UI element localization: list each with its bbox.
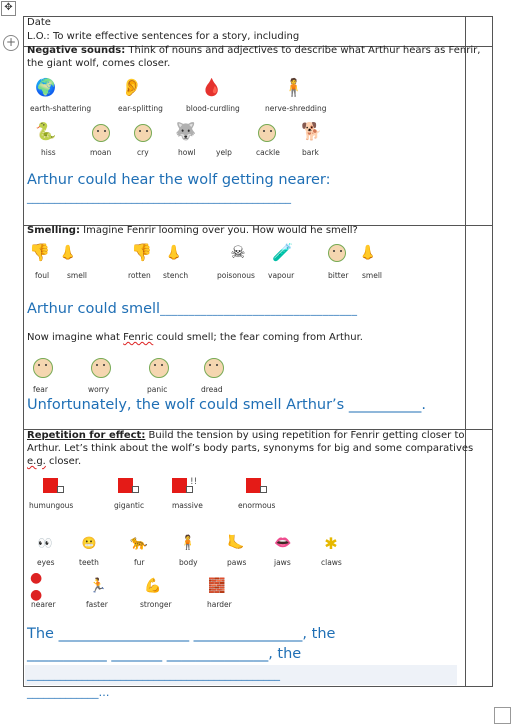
ear-icon: 👂 bbox=[121, 77, 143, 98]
sound-word: nerve-shredding bbox=[265, 104, 327, 113]
harder-icon: 🧱 bbox=[208, 577, 226, 594]
body-word: paws bbox=[227, 558, 247, 567]
smell-word: rotten bbox=[128, 271, 151, 280]
foot-icon: 🦶 bbox=[227, 534, 245, 551]
big-word: massive bbox=[172, 501, 203, 510]
smell-word: bitter bbox=[328, 271, 349, 280]
add-row-icon[interactable]: + bbox=[3, 35, 19, 51]
body-word: jaws bbox=[274, 558, 291, 567]
barking-dog-icon: 🐕 bbox=[301, 121, 323, 142]
comparative-word: faster bbox=[86, 600, 108, 609]
body-word: claws bbox=[321, 558, 342, 567]
smell-sentence bbox=[27, 300, 357, 319]
repetition-prompt-3 bbox=[27, 456, 81, 468]
smell-word: foul bbox=[35, 271, 50, 280]
sounds-title: Negative sounds: bbox=[27, 45, 126, 56]
smell-prompt-text: Imagine Fenrir looming over you. How would he smell? bbox=[79, 225, 358, 236]
worry-face-icon bbox=[91, 358, 111, 378]
sounds-answer-line[interactable]: ________________________________________________ bbox=[27, 191, 291, 204]
body-word: body bbox=[179, 558, 198, 567]
cackling-face-icon bbox=[258, 124, 276, 142]
repetition-prompt-3-text: closer. bbox=[45, 456, 82, 467]
repetition-title: Repetition for effect: bbox=[27, 430, 146, 441]
fear-prompt-end: could smell; the fear coming from Arthur. bbox=[153, 332, 363, 343]
red-square-icon bbox=[118, 478, 133, 493]
skull-crossbones-icon: ☠ bbox=[230, 242, 246, 263]
smell-word: poisonous bbox=[217, 271, 255, 280]
fur-icon: 🐆 bbox=[130, 534, 148, 551]
howling-wolf-icon: 🐺 bbox=[175, 121, 197, 142]
smell-sentence-text: Arthur could smell bbox=[27, 301, 161, 317]
red-square-icon bbox=[43, 478, 58, 493]
move-handle-icon[interactable]: ✥ bbox=[1, 1, 16, 16]
red-square-icon bbox=[246, 478, 261, 493]
body-word: eyes bbox=[37, 558, 55, 567]
misspelt-word: e.g. bbox=[27, 456, 46, 467]
nose-icon: 👃 bbox=[359, 244, 377, 261]
fear-word: dread bbox=[201, 385, 223, 394]
body-word: teeth bbox=[79, 558, 99, 567]
dread-face-icon bbox=[204, 358, 224, 378]
table-column-divider bbox=[465, 17, 466, 686]
date-label: Date bbox=[27, 17, 51, 28]
comparative-word: stronger bbox=[140, 600, 172, 609]
sound-word: cackle bbox=[256, 148, 280, 157]
misspelt-word: Fenric bbox=[123, 332, 154, 343]
lemon-icon bbox=[328, 244, 346, 262]
comparative-word: harder bbox=[207, 600, 232, 609]
smell-title: Smelling: bbox=[27, 225, 80, 236]
teeth-icon: 😬 bbox=[81, 535, 97, 550]
body-figure-icon: 🧍 bbox=[179, 534, 197, 551]
thumbs-down-icon: 👎 bbox=[29, 242, 51, 263]
repetition-line-1[interactable]: The __________________ _______________, the bbox=[27, 626, 336, 642]
test-tube-icon: 🧪 bbox=[272, 242, 294, 263]
claw-icon: ✱ bbox=[324, 533, 338, 553]
fear-prompt bbox=[27, 332, 363, 344]
smell-answer-line[interactable]: __________________________________ bbox=[160, 303, 358, 316]
thumbs-down-icon: 👎 bbox=[131, 242, 153, 263]
sound-word: earth-shattering bbox=[30, 104, 92, 113]
fear-word: fear bbox=[33, 385, 48, 394]
crying-face-icon bbox=[134, 124, 152, 142]
sounds-prompt-2: the giant wolf, comes closer. bbox=[27, 58, 171, 69]
repetition-line-2[interactable]: ___________ _______ ______________, the bbox=[27, 646, 302, 662]
sound-word: moan bbox=[90, 148, 112, 157]
sound-word: blood-curdling bbox=[186, 104, 240, 113]
nearer-icon: ● ● bbox=[30, 570, 43, 603]
faster-icon: 🏃 bbox=[89, 577, 107, 594]
learning-objective: L.O.: To write effective sentences for a story, including bbox=[27, 31, 300, 42]
fear-word: worry bbox=[88, 385, 110, 394]
jaw-icon: 👄 bbox=[274, 534, 292, 551]
fear-prompt-start: Now imagine what bbox=[27, 332, 124, 343]
smell-word: vapour bbox=[268, 271, 295, 280]
fear-word: panic bbox=[147, 385, 168, 394]
big-word: enormous bbox=[238, 501, 276, 510]
stronger-icon: 💪 bbox=[144, 577, 162, 594]
nose-icon: 👃 bbox=[165, 244, 183, 261]
eyes-icon: 👀 bbox=[37, 535, 53, 550]
comparative-word: nearer bbox=[31, 600, 56, 609]
fear-sentence: Unfortunately, the wolf could smell Arthur’s __________. bbox=[27, 397, 426, 413]
fear-face-icon bbox=[33, 358, 53, 378]
red-square-icon bbox=[172, 478, 187, 493]
sound-word: bark bbox=[302, 148, 319, 157]
nerve-figure-icon: 🧍 bbox=[283, 77, 305, 98]
moaning-face-icon bbox=[92, 124, 110, 142]
body-word: fur bbox=[134, 558, 145, 567]
repetition-line-3[interactable]: ______________________________________________ bbox=[27, 668, 280, 681]
big-word: humungous bbox=[29, 501, 74, 510]
big-word: gigantic bbox=[114, 501, 145, 510]
sounds-prompt-text: Think of nouns and adjectives to describe what Arthur hears as Fenrir, bbox=[125, 45, 481, 56]
panic-face-icon bbox=[149, 358, 169, 378]
sound-word: hiss bbox=[41, 148, 56, 157]
smell-word: smell bbox=[67, 271, 87, 280]
smell-prompt bbox=[27, 225, 358, 237]
repetition-prompt-text: Build the tension by using repetition for Fenrir getting closer to bbox=[145, 430, 465, 441]
sound-word: ear-splitting bbox=[118, 104, 163, 113]
repetition-prompt bbox=[27, 430, 465, 442]
exclaim-marks: !! bbox=[190, 477, 198, 487]
sound-word: cry bbox=[137, 148, 149, 157]
sound-word: howl bbox=[178, 148, 196, 157]
resize-handle-icon[interactable] bbox=[494, 707, 511, 724]
sounds-sentence: Arthur could hear the wolf getting nearer: bbox=[27, 172, 331, 188]
repetition-prompt-2: Arthur. Let’s think about the wolf’s body parts, synonyms for big and some comparatives bbox=[27, 443, 474, 454]
smell-word: stench bbox=[163, 271, 189, 280]
sounds-prompt bbox=[27, 45, 480, 57]
globe-icon: 🌍 bbox=[35, 77, 57, 98]
nose-icon: 👃 bbox=[59, 244, 77, 261]
sound-word: yelp bbox=[216, 148, 232, 157]
smell-word: smell bbox=[362, 271, 382, 280]
snake-icon: 🐍 bbox=[35, 121, 57, 142]
repetition-line-4[interactable]: _____________… bbox=[27, 686, 110, 699]
bleeding-finger-icon: 🩸 bbox=[201, 77, 223, 98]
